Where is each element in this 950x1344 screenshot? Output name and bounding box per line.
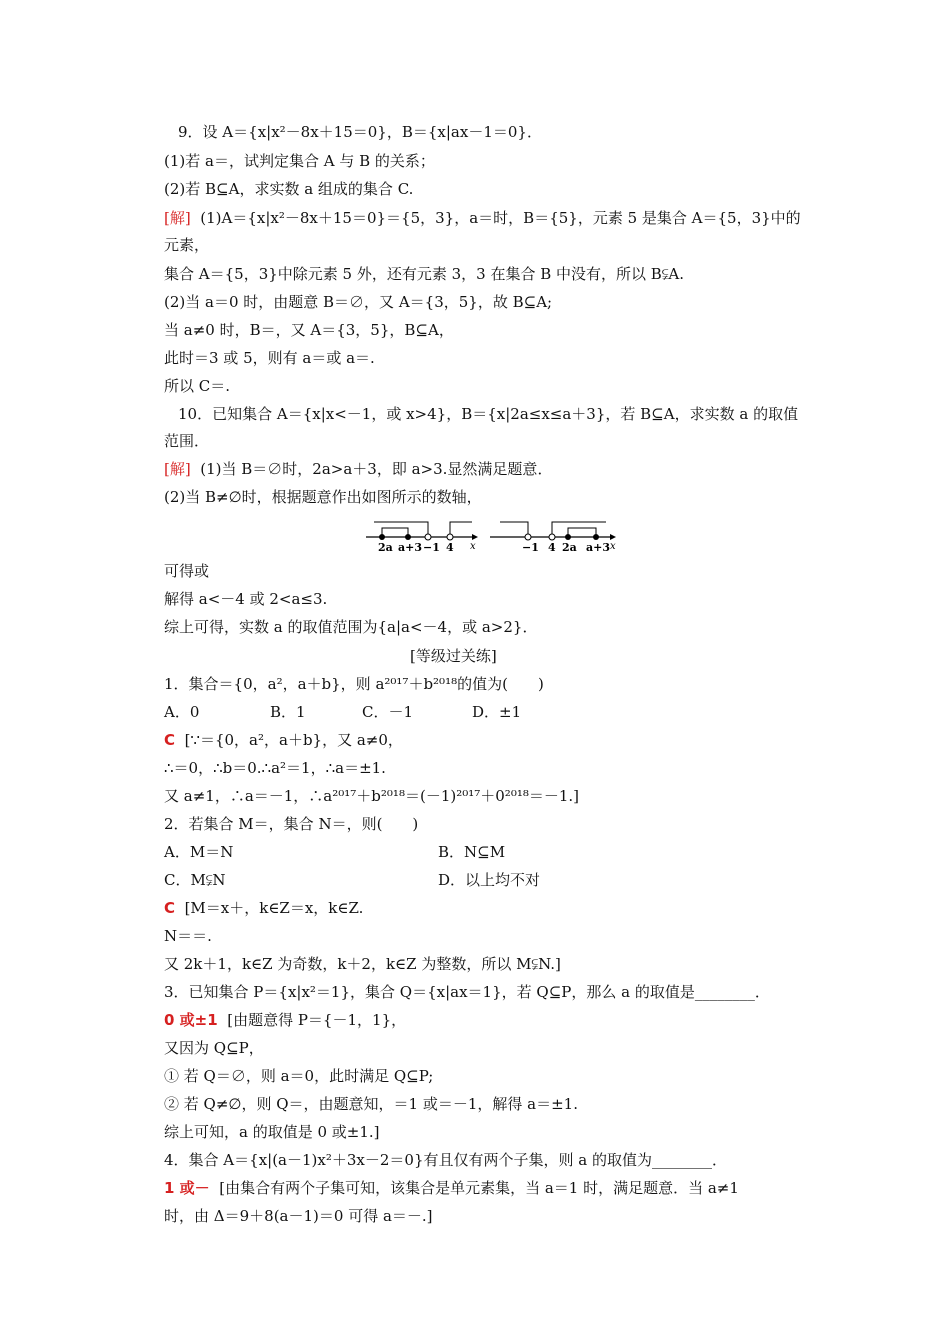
nl-left-2a: 2a — [378, 541, 393, 554]
solution-tag: [解] — [164, 209, 191, 227]
q9-stem: 9．设 A＝{x|x²－8x＋15＝0}，B＝{x|ax－1＝0}． — [178, 123, 542, 141]
e4-answer-text1: [由集合有两个子集可知，该集合是单元素集，当 a＝1 时，满足题意．当 a≠1 — [219, 1179, 739, 1197]
e2-option-a: A．M＝N — [164, 843, 234, 861]
e2-option-b: B．N⊆M — [438, 843, 506, 861]
q9-part1: (1)若 a＝，试判定集合 A 与 B 的关系； — [164, 152, 435, 170]
q9-solution-line5: 此时＝3 或 5，则有 a＝或 a＝. — [164, 349, 375, 367]
e4-answer: 1 或－ — [164, 1179, 210, 1197]
q9-solution-line4: 当 a≠0 时，B＝，又 A＝{3，5}，B⊆A， — [164, 321, 454, 339]
q9-solution-line6: 所以 C＝. — [164, 377, 231, 395]
nl-left-m1: −1 — [423, 541, 440, 554]
e1-option-a: A．0 — [164, 703, 200, 721]
e4-stem: 4．集合 A＝{x|(a－1)x²＋3x－2＝0}有且仅有两个子集，则 a 的取值为________． — [164, 1151, 727, 1169]
e2-answer-text1: [M＝x＋，k∈Z＝x，k∈Z. — [184, 899, 364, 917]
q10-solution-line1 — [164, 459, 552, 479]
q9-solution-line2: 集合 A＝{5，3}中除元素 5 外，还有元素 3，3 在集合 B 中没有，所以 B⫋A. — [164, 265, 685, 283]
e1-answer-line3: 又 a≠1，∴a＝－1，∴a²⁰¹⁷＋b²⁰¹⁸＝(－1)²⁰¹⁷＋0²⁰¹⁸＝－1.] — [164, 787, 580, 805]
e4-answer-line2: 时，由 Δ＝9＋8(a－1)＝0 可得 a＝－.] — [164, 1207, 433, 1225]
e3-answer-line5: 综上可知，a 的取值是 0 或±1.] — [164, 1123, 380, 1141]
e1-stem: 1．集合＝{0，a²，a＋b}，则 a²⁰¹⁷＋b²⁰¹⁸的值为( ) — [164, 675, 544, 693]
q9-solution-text1: (1)A＝{x|x²－8x＋15＝0}＝{5，3}，a＝时，B＝{5}，元素 5 是集合 A＝{5，3}中的 — [200, 209, 801, 227]
nl-right-2a: 2a — [562, 541, 577, 554]
q9-solution-line3: (2)当 a＝0 时，由题意 B＝∅，又 A＝{3，5}，故 B⊆A; — [164, 293, 553, 311]
e3-answer: 0 或±1 — [164, 1011, 218, 1029]
q9-solution-line1 — [164, 208, 801, 228]
q10-solution-line4: 解得 a<－4 或 2<a≤3. — [164, 590, 328, 608]
q9-part2: (2)若 B⊆A，求实数 a 组成的集合 C. — [164, 180, 414, 198]
e2-answer-line3: 又 2k＋1，k∈Z 为奇数，k＋2，k∈Z 为整数，所以 M⫋N.] — [164, 955, 561, 973]
q10-stem: 10．已知集合 A＝{x|x<－1，或 x>4}，B＝{x|2a≤x≤a＋3}，若 B⊆A，求实数 a 的取值 — [178, 405, 799, 423]
e2-option-d: D．以上均不对 — [438, 871, 541, 889]
e2-answer-line2: N＝＝. — [164, 927, 212, 945]
e3-stem: 3．已知集合 P＝{x|x²＝1}，集合 Q＝{x|ax＝1}，若 Q⊆P，那么 a 的取值是________． — [164, 983, 770, 1001]
nl-right-m1: −1 — [522, 541, 539, 554]
nl-left-x: x — [470, 541, 476, 552]
q10-solution-line5: 综上可得，实数 a 的取值范围为{a|a<－4，或 a>2}． — [164, 618, 538, 636]
q10-solution-line3: 可得或 — [164, 562, 210, 580]
section-title: [等级过关练] — [410, 647, 497, 665]
e1-answer-line2: ∴＝0，∴b＝0.∴a²＝1，∴a＝±1. — [164, 759, 386, 777]
q10-solution-line2: (2)当 B≠∅时，根据题意作出如图所示的数轴， — [164, 488, 482, 506]
e1-option-b: B．1 — [270, 703, 306, 721]
e1-answer-line1 — [164, 730, 403, 750]
solution-tag: [解] — [164, 460, 191, 478]
nl-right-a3: a+3 — [586, 541, 610, 554]
e1-answer: C — [164, 731, 176, 749]
e1-option-c: C．－1 — [362, 703, 414, 721]
number-line-figure — [360, 514, 620, 554]
e1-option-d: D．±1 — [472, 703, 522, 721]
e2-stem: 2．若集合 M＝，集合 N＝，则( ) — [164, 815, 419, 833]
q10-stem-cont: 范围． — [164, 432, 210, 450]
nl-right-x: x — [610, 541, 616, 552]
nl-right-4: 4 — [548, 541, 556, 554]
e3-answer-text1: [由题意得 P＝{－1，1}， — [227, 1011, 407, 1029]
q9-solution-line1b: 元素， — [164, 236, 210, 254]
nl-left-a3: a+3 — [398, 541, 422, 554]
e2-answer: C — [164, 899, 176, 917]
e3-answer-line4: ② 若 Q≠∅，则 Q＝，由题意知，＝1 或＝－1，解得 a＝±1. — [164, 1095, 578, 1113]
e3-answer-line3: ① 若 Q＝∅，则 a＝0，此时满足 Q⊆P; — [164, 1067, 434, 1085]
e2-option-c: C．M⫋N — [164, 871, 226, 889]
e2-answer-line1 — [164, 898, 363, 918]
e3-answer-line2: 又因为 Q⊆P， — [164, 1039, 264, 1057]
nl-left-4: 4 — [446, 541, 454, 554]
e1-answer-text1: [∵＝{0，a²，a＋b}，又 a≠0， — [184, 731, 403, 749]
e4-answer-line1 — [164, 1178, 739, 1198]
q10-solution-text1: (1)当 B＝∅时，2a>a＋3，即 a>3.显然满足题意． — [200, 460, 553, 478]
e3-answer-line1 — [164, 1010, 406, 1030]
